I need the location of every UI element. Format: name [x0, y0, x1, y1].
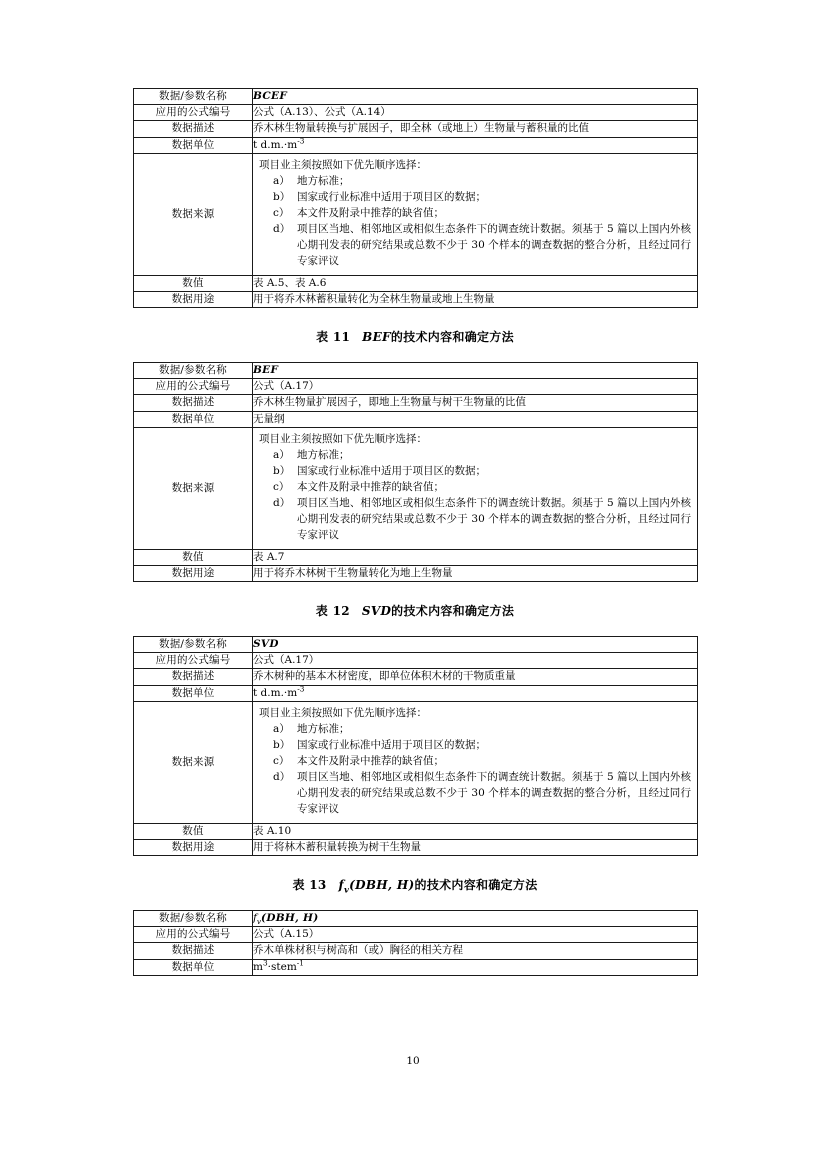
table-row	[134, 959, 698, 975]
row-label-formula-no: 应用的公式编号	[134, 927, 253, 943]
caption-symbol-args: (DBH, H)	[349, 877, 415, 892]
table-row	[134, 685, 698, 701]
source-priority-list	[259, 174, 691, 270]
row-value-unit	[253, 137, 698, 153]
table-row	[134, 89, 698, 105]
row-value-formula-no: 公式（A.17）	[253, 379, 698, 395]
row-label-formula-no: 应用的公式编号	[134, 379, 253, 395]
caption-number: 表 12	[315, 603, 350, 618]
list-marker: a）	[273, 448, 290, 461]
list-text: 本文件及附录中推荐的缺省值；	[297, 206, 444, 219]
row-label-unit: 数据单位	[134, 411, 253, 427]
list-item	[259, 174, 691, 190]
list-marker: b）	[273, 738, 291, 751]
row-value-formula-no: 公式（A.15）	[253, 927, 698, 943]
spec-table-bcef	[133, 88, 698, 308]
list-text: 项目区当地、相邻地区或相似生态条件下的调查统计数据。须基于 5 篇以上国内外核心期刊发表的研究结果或总数不少于 30 个样本的调查数据的整合分析，且经过同行专家评议	[297, 770, 691, 815]
row-label-value: 数值	[134, 275, 253, 291]
table-row	[134, 153, 698, 275]
row-label-name: 数据/参数名称	[134, 89, 253, 105]
source-intro: 项目业主须按照如下优先顺序选择：	[259, 158, 427, 171]
list-text: 地方标准；	[297, 174, 350, 187]
list-text: 国家或行业标准中适用于项目区的数据；	[297, 738, 486, 751]
table-row	[134, 943, 698, 959]
caption-suffix: 的技术内容和确定方法	[390, 329, 514, 344]
row-value-value: 表 A.5、表 A.6	[253, 275, 698, 291]
row-label-source: 数据来源	[134, 153, 253, 275]
row-label-formula-no: 应用的公式编号	[134, 105, 253, 121]
spec-table-svd	[133, 636, 698, 856]
row-value-unit	[253, 685, 698, 701]
page-number: 10	[406, 1055, 420, 1067]
row-value-source	[253, 427, 698, 549]
table-row	[134, 823, 698, 839]
row-value-usage: 用于将林木蓄积量转换为树干生物量	[253, 839, 698, 855]
row-label-formula-no: 应用的公式编号	[134, 653, 253, 669]
row-value-name	[253, 910, 698, 926]
row-value-unit	[253, 411, 698, 427]
parameter-symbol-args: (DBH, H)	[261, 911, 319, 924]
row-label-description: 数据描述	[134, 943, 253, 959]
table-row	[134, 549, 698, 565]
source-priority-list	[259, 722, 691, 818]
table-row	[134, 910, 698, 926]
list-marker: c）	[273, 480, 290, 493]
list-text: 国家或行业标准中适用于项目区的数据；	[297, 464, 486, 477]
row-value-description: 乔木林生物量扩展因子，即地上生物量与树干生物量的比值	[253, 395, 698, 411]
list-item	[259, 754, 691, 770]
list-text: 项目区当地、相邻地区或相似生态条件下的调查统计数据。须基于 5 篇以上国内外核心期刊发表的研究结果或总数不少于 30 个样本的调查数据的整合分析，且经过同行专家评议	[297, 496, 691, 541]
row-label-name: 数据/参数名称	[134, 362, 253, 378]
table-row	[134, 362, 698, 378]
table-row	[134, 701, 698, 823]
unit-exponent: -3	[297, 136, 305, 146]
row-label-usage: 数据用途	[134, 839, 253, 855]
parameter-symbol: SVD	[253, 637, 279, 650]
row-value-unit	[253, 959, 698, 975]
list-text: 地方标准；	[297, 448, 350, 461]
row-value-name	[253, 362, 698, 378]
table-caption-11	[133, 308, 697, 362]
table-row	[134, 395, 698, 411]
list-item	[259, 448, 691, 464]
list-marker: c）	[273, 754, 290, 767]
row-label-unit: 数据单位	[134, 685, 253, 701]
table-caption-13	[133, 856, 697, 910]
row-label-value: 数值	[134, 549, 253, 565]
table-row	[134, 636, 698, 652]
table-row	[134, 427, 698, 549]
row-value-source	[253, 153, 698, 275]
row-value-usage: 用于将乔木林树干生物量转化为地上生物量	[253, 565, 698, 581]
list-text: 本文件及附录中推荐的缺省值；	[297, 754, 444, 767]
caption-suffix: 的技术内容和确定方法	[391, 603, 515, 618]
parameter-symbol: BCEF	[253, 90, 288, 102]
row-label-source: 数据来源	[134, 427, 253, 549]
table-row	[134, 839, 698, 855]
list-marker: c）	[273, 206, 290, 219]
unit-base: m	[253, 960, 263, 973]
row-value-formula-no: 公式（A.17）	[253, 653, 698, 669]
list-text: 国家或行业标准中适用于项目区的数据；	[297, 190, 486, 203]
row-value-description: 乔木树种的基本木材密度，即单位体积木材的干物质重量	[253, 669, 698, 685]
table-row	[134, 291, 698, 307]
list-marker: a）	[273, 722, 290, 735]
list-item	[259, 464, 691, 480]
list-marker: d）	[273, 222, 291, 235]
list-text: 地方标准；	[297, 722, 350, 735]
table-row	[134, 411, 698, 427]
spec-table-bef	[133, 362, 698, 582]
unit-base: t d.m.·m	[253, 138, 298, 151]
spec-table-fv	[133, 910, 698, 976]
row-value-description: 乔木单株材积与树高和（或）胸径的相关方程	[253, 943, 698, 959]
row-value-name	[253, 89, 698, 105]
list-item	[259, 190, 691, 206]
row-value-value: 表 A.7	[253, 549, 698, 565]
list-item	[259, 738, 691, 754]
parameter-symbol-subscript: v	[256, 917, 262, 927]
list-item	[259, 496, 691, 544]
unit-base: 无量纲	[253, 412, 285, 425]
row-label-source: 数据来源	[134, 701, 253, 823]
table-row	[134, 105, 698, 121]
row-label-usage: 数据用途	[134, 565, 253, 581]
row-value-description: 乔木林生物量转换与扩展因子，即全林（或地上）生物量与蓄积量的比值	[253, 121, 698, 137]
row-label-value: 数值	[134, 823, 253, 839]
caption-symbol-subscript: v	[344, 884, 350, 895]
list-marker: a）	[273, 174, 290, 187]
table-row	[134, 379, 698, 395]
source-priority-list	[259, 448, 691, 544]
row-label-description: 数据描述	[134, 121, 253, 137]
row-label-unit: 数据单位	[134, 137, 253, 153]
row-value-usage: 用于将乔木林蓄积量转化为全林生物量或地上生物量	[253, 291, 698, 307]
row-label-description: 数据描述	[134, 669, 253, 685]
list-item	[259, 206, 691, 222]
row-value-value: 表 A.10	[253, 823, 698, 839]
table-row	[134, 137, 698, 153]
unit-base-2: ·stem	[267, 960, 297, 973]
caption-suffix: 的技术内容和确定方法	[414, 877, 538, 892]
caption-number: 表 11	[316, 329, 351, 344]
row-label-usage: 数据用途	[134, 291, 253, 307]
parameter-symbol-f: f	[253, 911, 257, 924]
source-intro: 项目业主须按照如下优先顺序选择：	[259, 432, 427, 445]
caption-number: 表 13	[292, 877, 327, 892]
row-value-name	[253, 636, 698, 652]
table-row	[134, 927, 698, 943]
row-label-name: 数据/参数名称	[134, 910, 253, 926]
row-value-source	[253, 701, 698, 823]
caption-symbol-f: f	[338, 877, 344, 892]
list-item	[259, 770, 691, 818]
table-row	[134, 653, 698, 669]
table-caption-12	[133, 582, 697, 636]
row-label-name: 数据/参数名称	[134, 636, 253, 652]
list-marker: b）	[273, 464, 291, 477]
list-text: 本文件及附录中推荐的缺省值；	[297, 480, 444, 493]
list-item	[259, 722, 691, 738]
table-row	[134, 121, 698, 137]
list-marker: d）	[273, 770, 291, 783]
parameter-symbol: BEF	[253, 363, 279, 376]
unit-exponent: -3	[297, 684, 305, 694]
row-label-unit: 数据单位	[134, 959, 253, 975]
unit-exponent-2: -1	[296, 958, 304, 968]
table-row	[134, 565, 698, 581]
list-item	[259, 480, 691, 496]
unit-exponent: 3	[262, 958, 268, 968]
caption-symbol: BEF	[362, 329, 391, 344]
table-row	[134, 669, 698, 685]
source-intro: 项目业主须按照如下优先顺序选择：	[259, 706, 427, 719]
list-marker: b）	[273, 190, 291, 203]
table-row	[134, 275, 698, 291]
caption-symbol: SVD	[361, 603, 392, 618]
list-text: 项目区当地、相邻地区或相似生态条件下的调查统计数据。须基于 5 篇以上国内外核心期刊发表的研究结果或总数不少于 30 个样本的调查数据的整合分析，且经过同行专家评议	[297, 222, 691, 267]
row-label-description: 数据描述	[134, 395, 253, 411]
unit-base: t d.m.·m	[253, 686, 298, 699]
list-item	[259, 222, 691, 270]
row-value-formula-no: 公式（A.13）、公式（A.14）	[253, 105, 698, 121]
list-marker: d）	[273, 496, 291, 509]
